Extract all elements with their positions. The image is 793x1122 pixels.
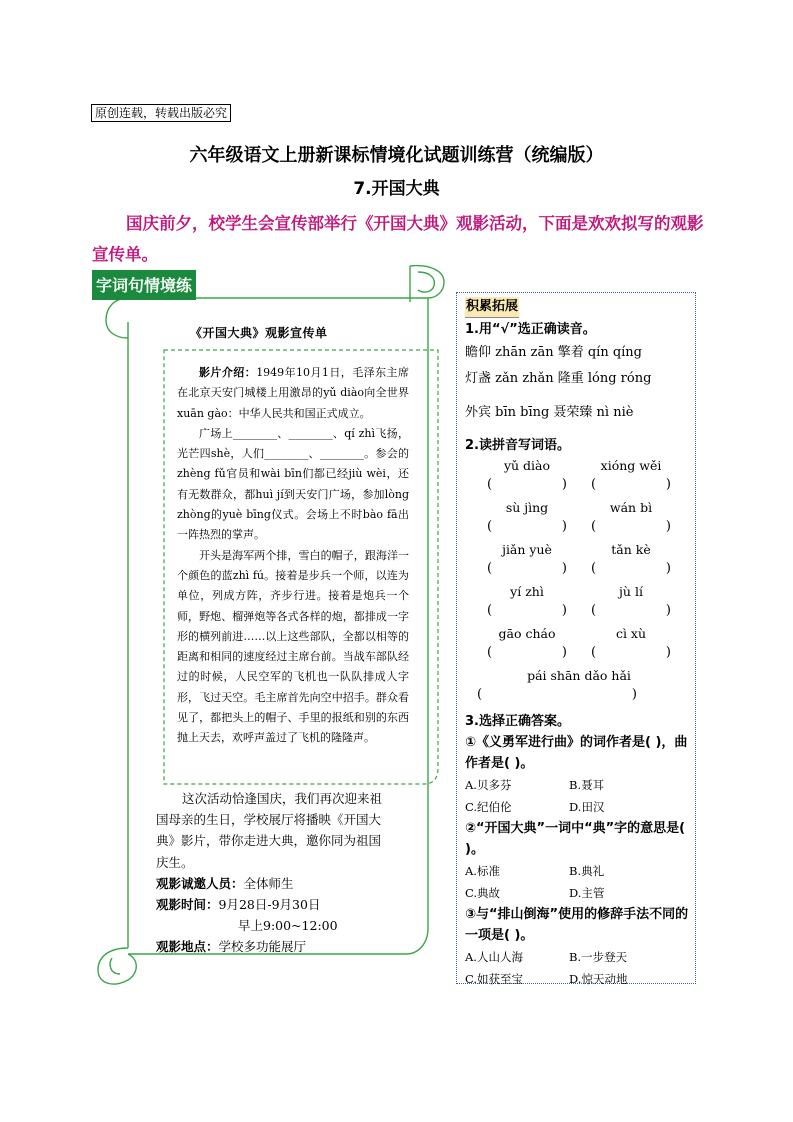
q1-line-3[interactable]: 外宾 bīn bīng 聂荣臻 nì niè: [465, 405, 634, 420]
pinyin-item-wide: pái shān dǎo hǎi: [527, 668, 631, 683]
poster-outer-text: [156, 788, 392, 958]
q3-3-question: ③与“排山倒海”使用的修辞手法不同的一项是( )。: [465, 907, 689, 943]
option[interactable]: C.纪伯伦: [465, 800, 512, 814]
option[interactable]: D.田汉: [569, 800, 605, 814]
q1-line-1[interactable]: 瞻仰 zhān zān 擎着 qín qíng: [465, 345, 643, 360]
option[interactable]: B.一步登天: [569, 950, 628, 964]
option[interactable]: C.典故: [465, 886, 501, 900]
answer-blank[interactable]: ( ): [591, 645, 671, 660]
pinyin-item: tǎn kè: [611, 542, 651, 557]
option[interactable]: A.人山人海: [465, 950, 523, 964]
answer-blank-wide[interactable]: ( ): [477, 687, 637, 702]
q2-title: 2.读拼音写词语。: [465, 438, 570, 453]
q3-1-question: ①《义勇军进行曲》的词作者是( )，曲作者是( )。: [465, 735, 688, 771]
square-paragraph: 广场上________、________、qí zhì飞扬，光芒四shè，人们________、________。参会的zhèng fǔ官员和wài bīn们都已经jiù wèi，还有无数群众，都huì jí到天安门广场，参加lòng zhòng的yuè bīng仪式。会场上不时bào fā出一阵热烈的掌声。: [177, 426, 409, 542]
option[interactable]: A.标准: [465, 864, 500, 878]
parade-paragraph: 开头是海军两个排，雪白的帽子，跟海洋一个颜色的蓝zhì fú。接着是步兵一个师，以连为单位，列成方阵，齐步行进。接着是炮兵一个师，野炮、榴弹炮等各式各样的炮，都排成一字形的横列前进……以上这些部队，全都以相等的距离和相同的速度经过主席台前。当战车部队经过的时候，人民空军的飞机也一队队排成人字形，飞过天空。毛主席首先向空中招手。群众看见了，都把头上的帽子、手里的报纸和别的东西抛上天去，欢呼声盖过了飞机的隆隆声。: [177, 548, 409, 745]
invite-label: 观影诚邀人员：: [156, 875, 244, 891]
q3-2-question: ②“开国大典”一词中“典”字的意思是( )。: [465, 821, 686, 857]
q3-1-options: [465, 774, 695, 818]
film-intro-text: 1949年10月1日，毛泽东主席在北京天安门城楼上用激昂的yǔ diào向全世界xuān gào：中华人民共和国正式成立。: [177, 366, 409, 420]
place-value: 学校多功能展厅: [218, 939, 307, 955]
pinyin-item: gāo cháo: [498, 626, 556, 641]
answer-blank[interactable]: ( ): [591, 477, 671, 492]
invite-value: 全体师生: [243, 875, 294, 891]
option[interactable]: C.如获至宝: [465, 972, 524, 986]
answer-blank[interactable]: ( ): [591, 519, 671, 534]
pinyin-item: yí zhì: [510, 584, 544, 599]
answer-blank[interactable]: ( ): [487, 645, 567, 660]
poster-inner-text: [177, 363, 409, 749]
intro-paragraph: 国庆前夕，校学生会宣传部举行《开国大典》观影活动，下面是欢欢拟写的观影宣传单。: [92, 214, 704, 264]
place-label: 观影地点：: [156, 939, 219, 955]
place-line: [156, 936, 392, 957]
option[interactable]: A.贝多芬: [465, 778, 512, 792]
copyright-stamp: 原创连载，转载出版必究: [91, 104, 231, 122]
answer-blank[interactable]: ( ): [591, 603, 671, 618]
pinyin-item: jù lí: [619, 584, 643, 599]
film-intro-label: 影片介绍：: [199, 366, 257, 379]
answer-blank[interactable]: ( ): [591, 561, 671, 576]
answer-blank[interactable]: ( ): [487, 603, 567, 618]
time-line: [156, 894, 392, 915]
lesson-title: 7.开国大典: [353, 179, 440, 199]
q3-3-options: [465, 946, 695, 990]
option[interactable]: B.典礼: [569, 864, 605, 878]
pinyin-item: jiǎn yuè: [502, 542, 552, 557]
exercise-panel: [465, 296, 695, 990]
pinyin-item: yǔ diào: [503, 458, 551, 473]
q1-title: 1.用“√”选正确读音。: [465, 322, 596, 337]
pinyin-item: sù jìng: [505, 500, 549, 515]
pinyin-item: cì xù: [615, 626, 647, 641]
q2-grid: [475, 456, 695, 662]
option[interactable]: B.聂耳: [569, 778, 605, 792]
exercise-header: 积累拓展: [465, 297, 519, 318]
time-label: 观影时间：: [156, 897, 219, 913]
option[interactable]: D.主管: [569, 886, 605, 900]
answer-blank[interactable]: ( ): [487, 561, 567, 576]
option[interactable]: D.惊天动地: [569, 972, 628, 986]
q1-line-2[interactable]: 灯盏 zǎn zhǎn 隆重 lóng róng: [465, 371, 652, 386]
q3-title: 3.选择正确答案。: [465, 714, 570, 729]
pinyin-item: wán bì: [609, 500, 653, 515]
time-line-hours: 早上9:00~12:00: [238, 918, 338, 934]
time-value-dates: 9月28日-9月30日: [218, 897, 321, 913]
page-title: 六年级语文上册新课标情境化试题训练营（统编版）: [189, 145, 604, 166]
invite-line: [156, 873, 392, 894]
section-tag: 字词句情境练: [92, 270, 196, 300]
pinyin-item: xióng wěi: [600, 458, 662, 473]
poster-title: 《开国大典》观影宣传单: [190, 326, 328, 340]
film-intro-paragraph: [177, 363, 409, 424]
answer-blank[interactable]: ( ): [487, 519, 567, 534]
answer-blank[interactable]: ( ): [487, 477, 567, 492]
event-paragraph: 这次活动恰逢国庆，我们再次迎来祖国母亲的生日，学校展厅将播映《开国大典》影片，带你走进大典，邀你同为祖国庆生。: [156, 791, 383, 870]
q3-2-options: [465, 860, 695, 904]
